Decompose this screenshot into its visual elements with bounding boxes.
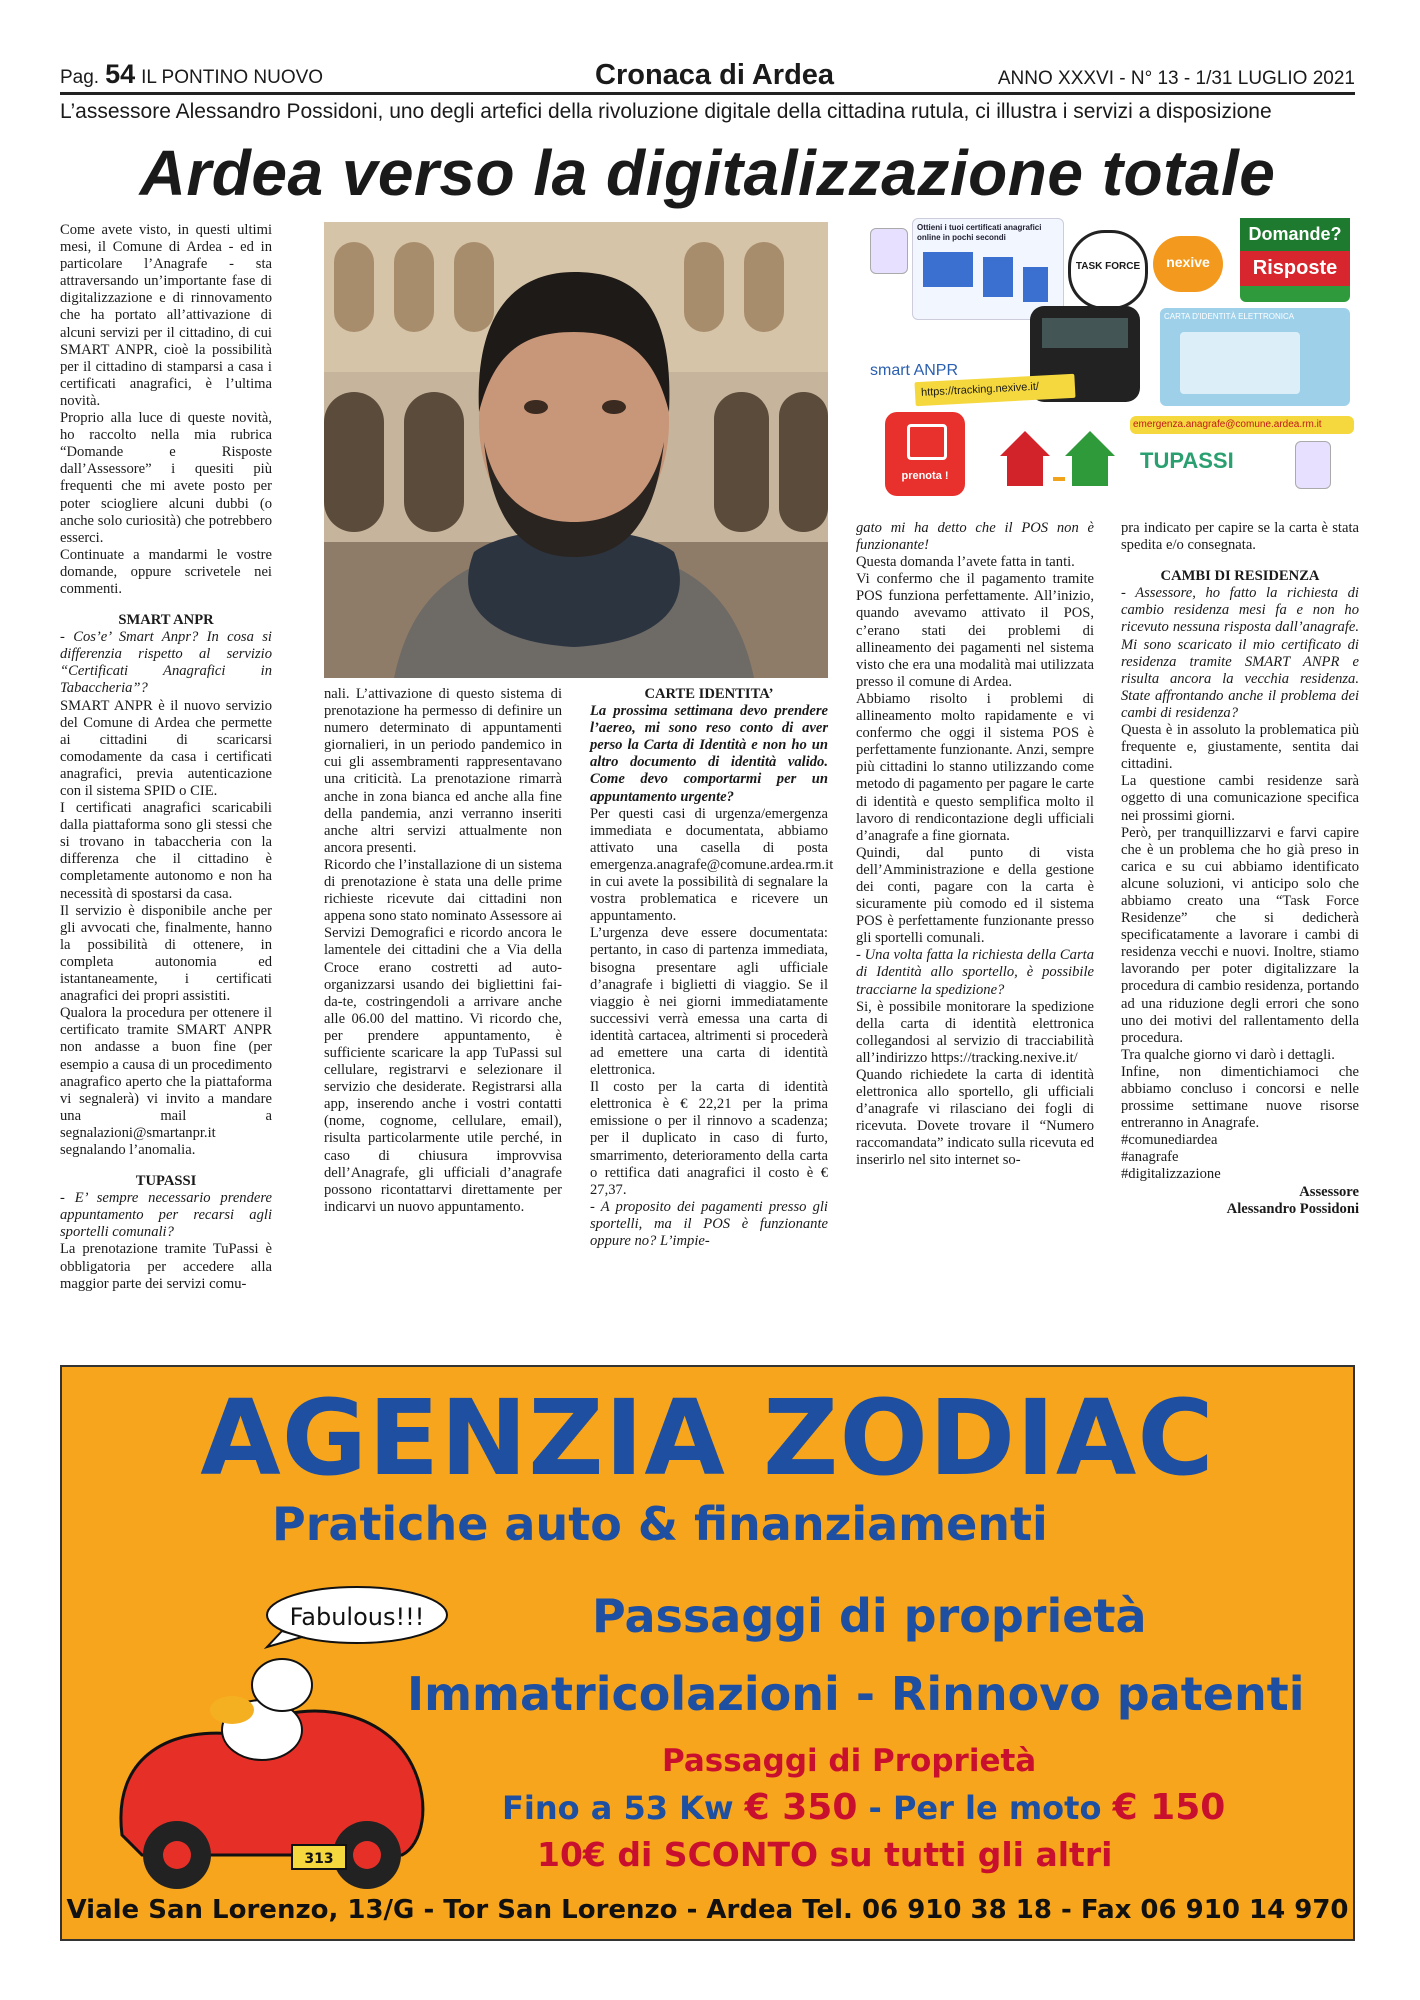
question: - E’ sempre necessario prendere appuntamento per recarsi agli sportelli comunali? — [60, 1190, 272, 1241]
price-auto: € 350 — [744, 1787, 858, 1828]
section-heading: CARTE IDENTITA’ — [644, 686, 774, 702]
paragraph: Infine, non dimentichiamoci che abbiamo concluso i concorsi e nelle prossime settimane nuove risorse entreranno in Anagrafe. — [1121, 1063, 1359, 1132]
risposte-text: Risposte — [1240, 251, 1350, 286]
ad-line-passaggi-proprieta: Passaggi di Proprietà — [662, 1743, 1037, 1779]
taskforce-text: TASK FORCE — [1075, 261, 1141, 272]
question: - Cos’e’ Smart Anpr? In cosa si differenzia rispetto al servizio “Certificati Anagrafici in Tabaccheria”? — [60, 629, 272, 697]
tracking-text: https://tracking.nexive.it/ — [920, 380, 1040, 399]
emergency-email-label — [1130, 416, 1354, 434]
paragraph: Il costo per la carta di identità elettronica è € 22,21 per la prima emissione o per il rinnovo a scadenza; per il duplicato in caso di furto, smarrimento, deterioramento della carta o rettifica dati anagrafici il costo è € 27,37. — [590, 1079, 828, 1198]
assessore-photo — [324, 222, 828, 678]
paragraph: Quando richiedete la carta di identità elettronica allo sportello, gli ufficiali d’anagrafe vi rilasciano dei fogli di ricevuta. Dovete trovare il “Numero raccomandata” indicato sulla ricevuta ed inserirlo nel sito internet so- — [856, 1067, 1094, 1169]
carta-identita-image — [1160, 308, 1350, 406]
paragraph: Qualora la procedura per ottenere il certificato tramite SMART ANPR non andasse a buon fine (per esempio a causa di un procedimento anagrafico aperto che la piattaforma vi segnalerà) vi invito a mandare una mail a segnalazioni@smartanpr.it segnalando l’anomalia. — [60, 1005, 272, 1158]
hashtag: #comunediardea — [1121, 1132, 1218, 1149]
tupassi-text: TUPASSI — [1140, 448, 1234, 473]
page-prefix: Pag. — [60, 67, 100, 88]
page-info — [60, 59, 323, 90]
domande-risposte-logo — [1240, 218, 1350, 302]
article-column-3 — [590, 686, 834, 1250]
cartoon-car-illustration — [82, 1635, 442, 1895]
taskforce-badge — [1068, 230, 1148, 310]
paragraph: Per questi casi di urgenza/emergenza immediata e documentata, abbiamo attivato una casella di posta emergenza.anagrafe@comune.ardea.rm.it in cui avete la possibilità di segnalare la vostra problematica e ricevere un appuntamento. — [590, 805, 834, 925]
nexive-text: nexive — [1166, 254, 1210, 270]
ad-line-passaggi: Passaggi di proprietà — [592, 1589, 1147, 1643]
tupassi-logo — [1140, 448, 1280, 488]
ad-subtitle: Pratiche auto & finanziamenti — [272, 1497, 1048, 1551]
section-heading: TUPASSI — [135, 1173, 197, 1190]
section-title: Cronaca di Ardea — [595, 59, 835, 91]
paragraph: Il servizio è disponibile anche per gli avvocati che, finalmente, hanno la possibilità di ottenere, in completa autonomia ed istantaneamente, i certificati anagrafici dei propri assistiti. — [60, 902, 272, 1005]
signature-role: Assessore — [1299, 1183, 1359, 1200]
price-label-auto: Fino a 53 Kw — [502, 1789, 734, 1827]
article-column-4 — [856, 520, 1094, 1170]
page-number: 54 — [105, 59, 136, 89]
paragraph: Questa domanda l’avete fatta in tanti. — [856, 554, 1075, 571]
portrait-illustration — [324, 222, 828, 678]
question: - Assessore, ho fatto la richiesta di cambio residenza mesi fa e non ho ricevuto nessuna risposta dall’anagrafe. Mi sono scaricato il mio certificato di residenza tramite SMART ANPR e risulta ancora la vecchia residenza. State affrontando anche il problema dei cambi di residenza? — [1121, 585, 1359, 721]
question: - A proposito dei pagamenti presso gli sportelli, ma il POS è funzionante oppure no? L’impie- — [590, 1198, 828, 1249]
paragraph: Continuate a mandarmi le vostre domande, oppure scrivetele nei commenti. — [60, 546, 272, 597]
nexive-logo — [1153, 236, 1223, 292]
ardea-crest-icon-2 — [1295, 441, 1331, 489]
paragraph: Abbiamo risolto i problemi di allineamento molto rapidamente e vi confermo che oggi il sistema POS è perfettamente funzionante. Anzi, sempre più cittadini lo stanno utilizzando come metodo di pagamento per pagare le carte di identità e questo semplifica molto il lavoro di rendicontazione degli ufficiali d’anagrafe a fine giornata. — [856, 690, 1094, 844]
price-label-moto: - Per le moto — [868, 1789, 1102, 1827]
paragraph: Quindi, dal punto di vista dell’Amministrazione e della gestione dei conti, pagare con la carta è sicuramente più comodo ed il sistema POS è perfettamente funzionante presso gli sportelli comunali. — [856, 844, 1094, 947]
prenota-app-icon — [885, 412, 965, 496]
paragraph: La questione cambi residenze sarà oggetto di una comunicazione specifica nei prossimi giorni. — [1121, 773, 1359, 824]
article-column-5 — [1121, 520, 1359, 1218]
ad-discount: 10€ di SCONTO su tutti gli altri — [537, 1835, 1113, 1874]
hashtag: #digitalizzazione — [1121, 1166, 1221, 1183]
paper-name: IL PONTINO NUOVO — [141, 67, 324, 88]
certificati-card — [912, 218, 1064, 320]
calendar-icon — [907, 424, 947, 460]
price-moto: € 150 — [1112, 1787, 1226, 1828]
carta-text: CARTA D'IDENTITÀ ELETTRONICA — [1164, 312, 1295, 321]
issue-info: ANNO XXXVI - N° 13 - 1/31 LUGLIO 2021 — [997, 68, 1355, 89]
section-heading: SMART ANPR — [118, 612, 214, 629]
hashtag: #anagrafe — [1121, 1149, 1179, 1166]
article-kicker: L’assessore Alessandro Possidoni, uno degli artefici della rivoluzione digitale della cittadina rutula, ci illustra i servizi a disposizione — [60, 100, 1272, 123]
paragraph: La prenotazione tramite TuPassi è obbligatoria per accedere alla maggior parte dei servizi comu- — [60, 1241, 272, 1292]
question: gato mi ha detto che il POS non è funzionante! — [856, 520, 1094, 554]
article-column-1 — [60, 222, 272, 1293]
advertisement-agenzia-zodiac — [60, 1365, 1355, 1941]
prenota-text: prenota ! — [901, 470, 949, 482]
smart-anpr-text: smart ANPR — [870, 362, 959, 379]
question: La prossima settimana devo prendere l’aereo, mi sono reso conto di aver perso la Carta di Identità e non ho un altro documento di identità valido. Come devo comportarmi per un appuntamento urgente? — [590, 703, 828, 805]
paragraph: Si, è possibile monitorare la spedizione della carta di identità elettronica collegandosi al servizio di tracciabilità all’indirizzo https://tracking.nexive.it/ — [856, 998, 1094, 1066]
signature-name: Alessandro Possidoni — [1226, 1200, 1359, 1217]
section-heading: CAMBI DI RESIDENZA — [1160, 568, 1320, 585]
ad-title: AGENZIA ZODIAC — [200, 1377, 1215, 1499]
ad-line-immatricolazioni: Immatricolazioni - Rinnovo patenti — [407, 1667, 1305, 1721]
page-header — [60, 59, 1355, 95]
paragraph: pra indicato per capire se la carta è stata spedita e/o consegnata. — [1121, 520, 1359, 554]
ad-address: Viale San Lorenzo, 13/G - Tor San Lorenzo - Ardea Tel. 06 910 38 18 - Fax 06 910 14 970 — [66, 1895, 1349, 1925]
license-plate-text: 313 — [304, 1851, 334, 1867]
paragraph: Questa è in assoluto la problematica più frequente e, giustamente, sentita dai cittadini. — [1121, 722, 1359, 773]
paragraph: Vi confermo che il pagamento tramite POS funziona perfettamente. All’inizio, quando avevamo attivato il POS, c’erano stati dei problemi di allineamento dei pagamenti nel sistema visto che era una modalità mai utilizzata presso il comune di Ardea. — [856, 571, 1094, 690]
ardea-crest-icon — [870, 228, 908, 274]
email-text: emergenza.anagrafe@comune.ardea.rm.it — [1133, 419, 1322, 430]
article-column-2 — [324, 686, 562, 1216]
paragraph: Però, per tranquillizzarvi e farvi capire che è un problema che ho già preso in carica e su cui abbiamo identificato alcune soluzioni, vi anticipo solo che abbiamo creato una “Task Force Residenze” che si dedicherà specificatamente a lavorare i cambi di residenza vecchi e nuovi. Inoltre, stiamo lavorando per poter digitalizzare la procedura di cambio residenza, portando ad una riduzione degli errori che sono uno dei motivi del rallentamento della procedura. — [1121, 824, 1359, 1046]
bubble-text: Fabulous!!! — [289, 1603, 425, 1631]
question: - Una volta fatta la richiesta della Carta di Identità allo sportello, è possibile tracciarne la spedizione? — [856, 947, 1094, 998]
certificati-text: Ottieni i tuoi certificati anagrafici online in pochi secondi — [917, 223, 1042, 242]
digital-services-graphic — [870, 216, 1355, 506]
house-arrows-icon — [995, 421, 1125, 501]
paragraph: Tra qualche giorno vi darò i dettagli. — [1121, 1046, 1335, 1063]
paragraph: nali. L’attivazione di questo sistema di prenotazione ha permesso di definire un numero determinato di appuntamenti giornalieri, in un periodo pandemico in cui gli assembramenti rappresentavano una criticità. La prenotazione rimarrà anche in zona bianca ed anche alla fine della pandemia, anzi verranno inseriti anche altri servizi attualmente non ancora presenti. — [324, 686, 562, 856]
paragraph: Proprio alla luce di queste novità, ho raccolto nella mia rubrica “Domande e Risposte dall’Assessore” i quesiti più frequenti che mi avete posto per poter sciogliere alcuni dubbi (o anche solo curiosità) che potrebbero esserci. — [60, 410, 272, 546]
article-headline: Ardea verso la digitalizzazione totale — [139, 137, 1276, 209]
domande-text: Domande? — [1240, 218, 1350, 251]
paragraph: I certificati anagrafici scaricabili dalla piattaforma sono gli stessi che si trovano in tabaccheria con la differenza che il cittadino è completamente autonomo e non ha necessità di spostarsi da casa. — [60, 800, 272, 902]
paragraph: Ricordo che l’installazione di un sistema di prenotazione è stata una delle prime richieste ricevute dai cittadini non appena sono stato nominato Assessore ai Servizi Demografici e ricordo ancora le lamentele dei cittadini che a Via della Croce erano costretti ad auto-organizzarsi usando dei bigliettini fai-da-te, costringendoli a arrivare anche alle 06.00 del mattino. Vi ricordo che, per prendere appuntamento, è sufficiente scaricare la app TuPassi sul cellulare, registrarvi e selezionare il servizio che desiderate. Registrarsi alla app, inserendo anche i vostri contatti (nome, cognome, cellulare, email), risulta particolarmente utile perché, in caso di chiusura improvvisa dell’Anagrafe, gli ufficiali d’anagrafe possono ricontattarvi direttamente per indicarvi un nuovo appuntamento. — [324, 856, 562, 1215]
paragraph: L’urgenza deve essere documentata: pertanto, in caso di partenza immediata, bisogna presentare agli ufficiale d’anagrafe i biglietti di viaggio. Se il viaggio è nei giorni immediatamente successivi verrà emessa una carta di identità cartacea, altrimenti si procederà ad emettere una carta di identità elettronica. — [590, 925, 828, 1079]
paragraph: SMART ANPR è il nuovo servizio del Comune di Ardea che permette ai cittadini di scaricarsi comodamente da casa i certificati anagrafici, previa autenticazione con il sistema SPID o CIE. — [60, 697, 272, 799]
ad-price-line — [502, 1787, 1225, 1828]
paragraph: Come avete visto, in questi ultimi mesi, il Comune di Ardea - ed in particolare l’Anagrafe - sta attraversando un’importante fase di digitalizzazione e di rinnovamento che ha portato all’attivazione di alcuni servizi per il cittadino, di cui SMART ANPR, cioè la possibilità per il cittadino di stamparsi a casa i certificati anagrafici, è l’ultima novità. — [60, 222, 272, 409]
